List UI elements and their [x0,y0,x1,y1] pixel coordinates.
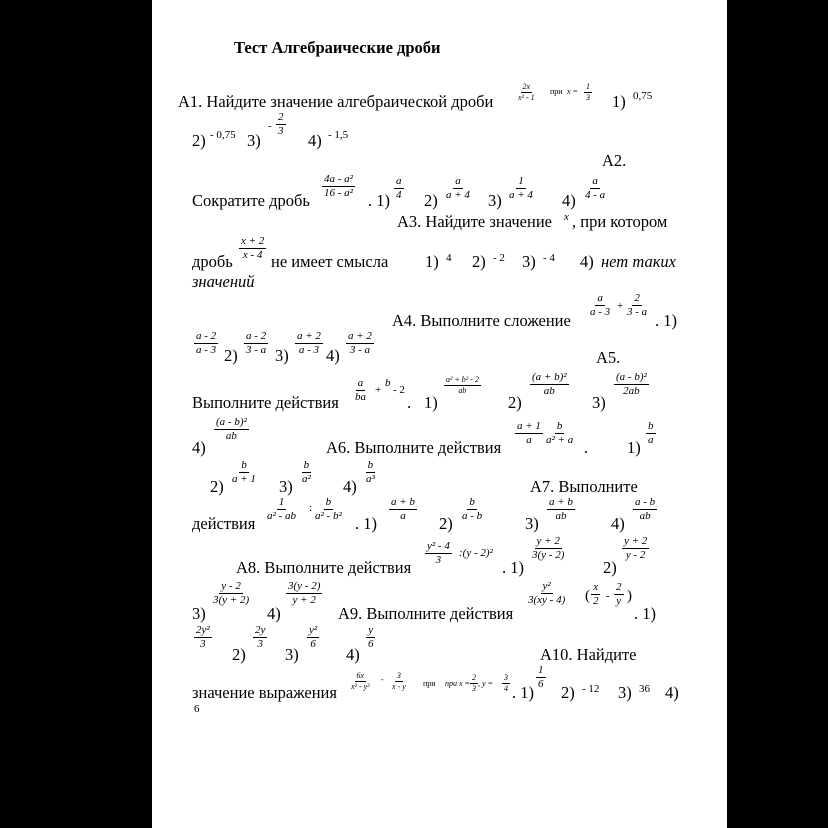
numerator: b [241,459,247,471]
page-title: Тест Алгебраические дроби [234,38,441,57]
a1-option4-value: - 1,5 [328,129,349,141]
numerator: (a + b)² [532,371,567,383]
a9-question: A9. Выполните действия [338,604,514,623]
a6-option1-label: 1) [627,438,641,457]
a9-fraction-1 [526,581,567,606]
a8-question: A8. Выполните действия [236,558,412,577]
a5-option2-value [530,372,569,397]
a1-x-eq: x = [567,87,578,96]
a10-label: A10. Найдите [540,645,637,664]
a2-option4-value [583,176,607,201]
numerator: y [368,624,374,636]
a9-fraction-2 [591,582,601,607]
numerator: a² + b² - 2 [446,375,479,384]
denominator: a² - b² [315,510,342,522]
a5-option3-value [614,372,649,397]
numerator: y - 2 [221,580,241,592]
a5-minus2: - 2 [393,384,405,396]
a6-option2-label: 2) [210,477,224,496]
a10-x-value [470,674,478,693]
denominator: ab [639,510,651,522]
a4-option1-value [194,331,218,356]
a2-option4-label: 4) [562,191,576,210]
a1-x-value [584,83,592,102]
denominator: ab [225,430,237,442]
a7-option3-label: 3) [525,514,539,533]
a5-option4-label: 4) [192,438,206,457]
a4-option2-label: 2) [224,346,238,365]
denominator: 2 [593,595,599,607]
a2-option1-label: . 1) [368,191,390,210]
a9-option1-label: . 1) [634,604,656,623]
numerator: y² [309,624,318,636]
a9-option3-label: 3) [285,645,299,664]
numerator: a [597,292,603,304]
numerator: a + b [549,496,573,508]
denominator: a + 4 [509,189,533,201]
a4-option3-label: 3) [275,346,289,365]
a10-option3-label: 3) [618,683,632,702]
a8-option1-label: . 1) [502,558,524,577]
denominator: a² [302,473,311,485]
a1-option1-value: 0,75 [633,90,653,102]
denominator: 3 [472,684,476,693]
a5-option4-value [214,417,249,442]
a10-fraction-2 [390,672,408,691]
denominator: 4 - a [585,189,606,201]
a10-y-value [502,674,510,693]
numerator: 6x [356,671,365,680]
a7-option4-value [633,497,657,522]
a2-option2-value [444,176,472,201]
a1-option4-label: 4) [308,131,322,150]
a4-fraction-1 [588,293,612,318]
denominator: a³ [366,473,375,485]
denominator: 3 [278,125,284,137]
denominator: a - 3 [298,344,320,356]
a8-option4-label: 4) [267,604,281,623]
denominator: 3 - a [349,344,371,356]
a6-dot: . [584,438,589,457]
a5-dot: . [407,393,412,412]
a1-option2-value: - 0,75 [210,129,236,141]
numerator: a [455,175,461,187]
numerator: y² - 4 [427,540,450,552]
a6-option1-value [646,421,656,446]
numerator: 3 [504,673,508,682]
denominator: a [400,510,406,522]
a6-fraction-2 [544,421,575,446]
a9-paren-open: ( [585,588,590,604]
a3-drob: дробь [192,252,233,271]
numerator: y² [542,580,551,592]
a3-fraction [239,236,266,261]
a10-option2-label: 2) [561,683,575,702]
a5-option3-label: 3) [592,393,606,412]
denominator: a [526,434,532,446]
denominator: 6 [368,638,374,650]
denominator: y [616,595,622,607]
numerator: b [469,496,475,508]
a4-fraction-2 [625,293,649,318]
a5-fraction-1 [353,378,368,403]
a3-option1-value: 4 [446,252,452,264]
a6-option4-value [364,460,377,485]
numerator: b [325,496,332,508]
numerator: a - 2 [246,330,267,342]
denominator: x - 4 [242,249,263,261]
a10-minus: - [381,675,384,684]
a4-option4-label: 4) [326,346,340,365]
numerator: a + 1 [517,420,541,432]
numerator: 4a - a² [324,173,353,185]
a1-option3-label: 3) [247,131,261,150]
denominator: 3 - a [627,306,648,318]
a6-option2-value [230,460,258,485]
denominator: 3 [586,93,590,102]
a10-option4-label: 4) [665,683,679,702]
a9-option2-label: 2) [232,645,246,664]
a10-option2-value: - 12 [582,683,600,695]
a7-option1-label: . 1) [355,514,377,533]
denominator: 2ab [623,385,640,397]
a6-option4-label: 4) [343,477,357,496]
denominator [386,390,390,391]
denominator: ab [458,386,467,395]
numerator: b [385,377,391,389]
denominator: 3 [435,554,442,566]
numerator: a + b [391,496,415,508]
a4-option3-value [295,331,323,356]
numerator: 1 [538,664,544,676]
a3-question: A3. Найдите значение [397,212,552,231]
a7-fraction-1 [265,497,298,522]
a3-option4-value-cont: значений [192,272,255,291]
a10-x-eq: при x = - [445,679,475,688]
a8-option2-label: 2) [603,558,617,577]
a3-option3-label: 3) [522,252,536,271]
a7-option2-value [460,497,484,522]
numerator: 2 [634,292,640,304]
denominator: a + 1 [232,473,256,485]
numerator: (a - b)² [216,416,247,428]
a3-question-end: , при котором [572,212,668,231]
numerator: 2 [616,581,622,593]
a4-plus: + [617,300,624,312]
a1-option2-label: 2) [192,131,206,150]
denominator: 6 [538,678,544,690]
denominator: a [648,434,654,446]
a7-question: действия [192,514,256,533]
a5-fraction-2 [383,378,393,391]
denominator: a² - ab [267,510,296,522]
a7-option3-value [547,497,575,522]
a1-option3-sign: - [268,120,272,132]
numerator: a [357,377,364,389]
denominator: 3(y - 2) [532,549,565,561]
numerator: a + 2 [348,330,372,342]
a9-option3-value [307,625,319,650]
a10-option4-value: 6 [194,703,200,715]
a3-option4-value: нет таких [601,252,676,271]
numerator: 3(y - 2) [288,580,321,592]
a1-pri: при [550,87,563,96]
a2-question: Сократите дробь [192,191,310,210]
a10-option3-value: 36 [639,683,650,695]
denominator: ab [555,510,567,522]
a10-fraction-1 [349,672,372,691]
numerator: y + 2 [536,535,560,547]
a8-option3-label: 3) [192,604,206,623]
denominator: 3 - a [246,344,267,356]
denominator: 6 [310,638,316,650]
denominator: y + 2 [292,594,316,606]
a3-option1-label: 1) [425,252,439,271]
numerator: b [648,420,654,432]
a4-question: A4. Выполните сложение [392,311,571,330]
numerator: b [303,459,310,471]
a2-option3-value [507,176,535,201]
numerator: (a - b)² [616,371,647,383]
denominator: ba [355,391,366,403]
a7-fraction-2 [313,497,344,522]
a10-y-eq: , y = [478,679,493,688]
a8-tail: :(y - 2)² [459,547,493,559]
document-page [152,0,727,828]
a10-pri: при [423,679,436,688]
numerator: b [556,420,563,432]
a4-option4-value [346,331,374,356]
numerator: 2x [522,82,531,91]
a2-option3-label: 3) [488,191,502,210]
numerator: 2y² [196,624,210,636]
a8-option4-value [286,581,322,606]
a7-option2-label: 2) [439,514,453,533]
a5-plus: + [375,384,382,396]
numerator: 1 [586,82,590,91]
denominator: 4 [396,189,402,201]
numerator: b [367,459,374,471]
a10-question: значение выражения [192,683,337,702]
a2-option1-value [394,176,404,201]
numerator: a [592,175,598,187]
a9-option4-value [366,625,376,650]
a7-option1-value [389,497,417,522]
numerator: x + 2 [241,235,265,247]
a4-option2-value [244,331,268,356]
denominator: x² - 1 [518,93,535,102]
a6-option3-value [300,460,313,485]
a4-option1-label: . 1) [655,311,677,330]
denominator: a² + a [546,434,574,446]
numerator: 3 [396,671,401,680]
a7-option4-label: 4) [611,514,625,533]
denominator: 3(y + 2) [213,594,250,606]
a8-option1-value [530,536,566,561]
a5-option2-label: 2) [508,393,522,412]
a3-option4-label: 4) [580,252,594,271]
denominator: y - 2 [625,549,646,561]
denominator: 3 [200,638,206,650]
denominator: a - 3 [590,306,611,318]
a1-fraction [516,83,537,102]
a3-x: x [564,211,569,223]
a10-option1-label: . 1) [512,683,534,702]
denominator: a + 4 [446,189,470,201]
a9-minus: - [606,590,610,602]
numerator: 1 [278,496,285,508]
a9-paren-close: ) [627,588,632,604]
a9-option4-label: 4) [346,645,360,664]
denominator: x² - y² [351,682,370,691]
a1-option1-label: 1) [612,92,626,111]
numerator: a - b [635,496,656,508]
a2-fraction [322,174,355,199]
numerator: 1 [518,175,524,187]
a8-option2-value [622,536,649,561]
a6-option3-label: 3) [279,477,293,496]
a7-colon: : [309,502,313,514]
a1-question: A1. Найдите значение алгебраической дроби [178,92,494,111]
a5-question: Выполните действия [192,393,339,412]
numerator: a [396,175,402,187]
numerator: a + 2 [297,330,321,342]
a5-option1-value [444,376,481,395]
denominator: 3 [257,638,263,650]
a2-label: A2. [602,151,627,170]
denominator: 16 - a² [324,187,353,199]
a3-option2-label: 2) [472,252,486,271]
a6-fraction-1 [515,421,543,446]
numerator: 2y [255,624,266,636]
denominator: 4 [504,684,508,693]
numerator: 2 [278,111,284,123]
denominator: 3(xy - 4) [528,594,566,606]
numerator: y + 2 [624,535,648,547]
a9-option2-value [253,625,267,650]
a3-option3-value: - 4 [543,252,555,264]
denominator: ab [543,385,555,397]
a9-fraction-3 [614,582,624,607]
a10-option1-value [536,665,546,690]
a7-label: A7. Выполните [530,477,638,496]
a2-option2-label: 2) [424,191,438,210]
a3-question-mid: не имеет смысла [271,252,389,271]
a5-option1-label: 1) [424,393,438,412]
denominator: a - 3 [196,344,217,356]
numerator: 2 [472,673,476,682]
numerator: a - 2 [196,330,217,342]
numerator: x [593,581,599,593]
a8-option3-value [211,581,251,606]
a5-label: A5. [596,348,621,367]
a1-option3-value [276,112,286,137]
denominator: a - b [462,510,483,522]
a3-option2-value: - 2 [493,252,505,264]
a9-option1-value [194,625,212,650]
a8-fraction [425,541,452,566]
denominator: x - y [392,682,406,691]
a6-question: A6. Выполните действия [326,438,502,457]
